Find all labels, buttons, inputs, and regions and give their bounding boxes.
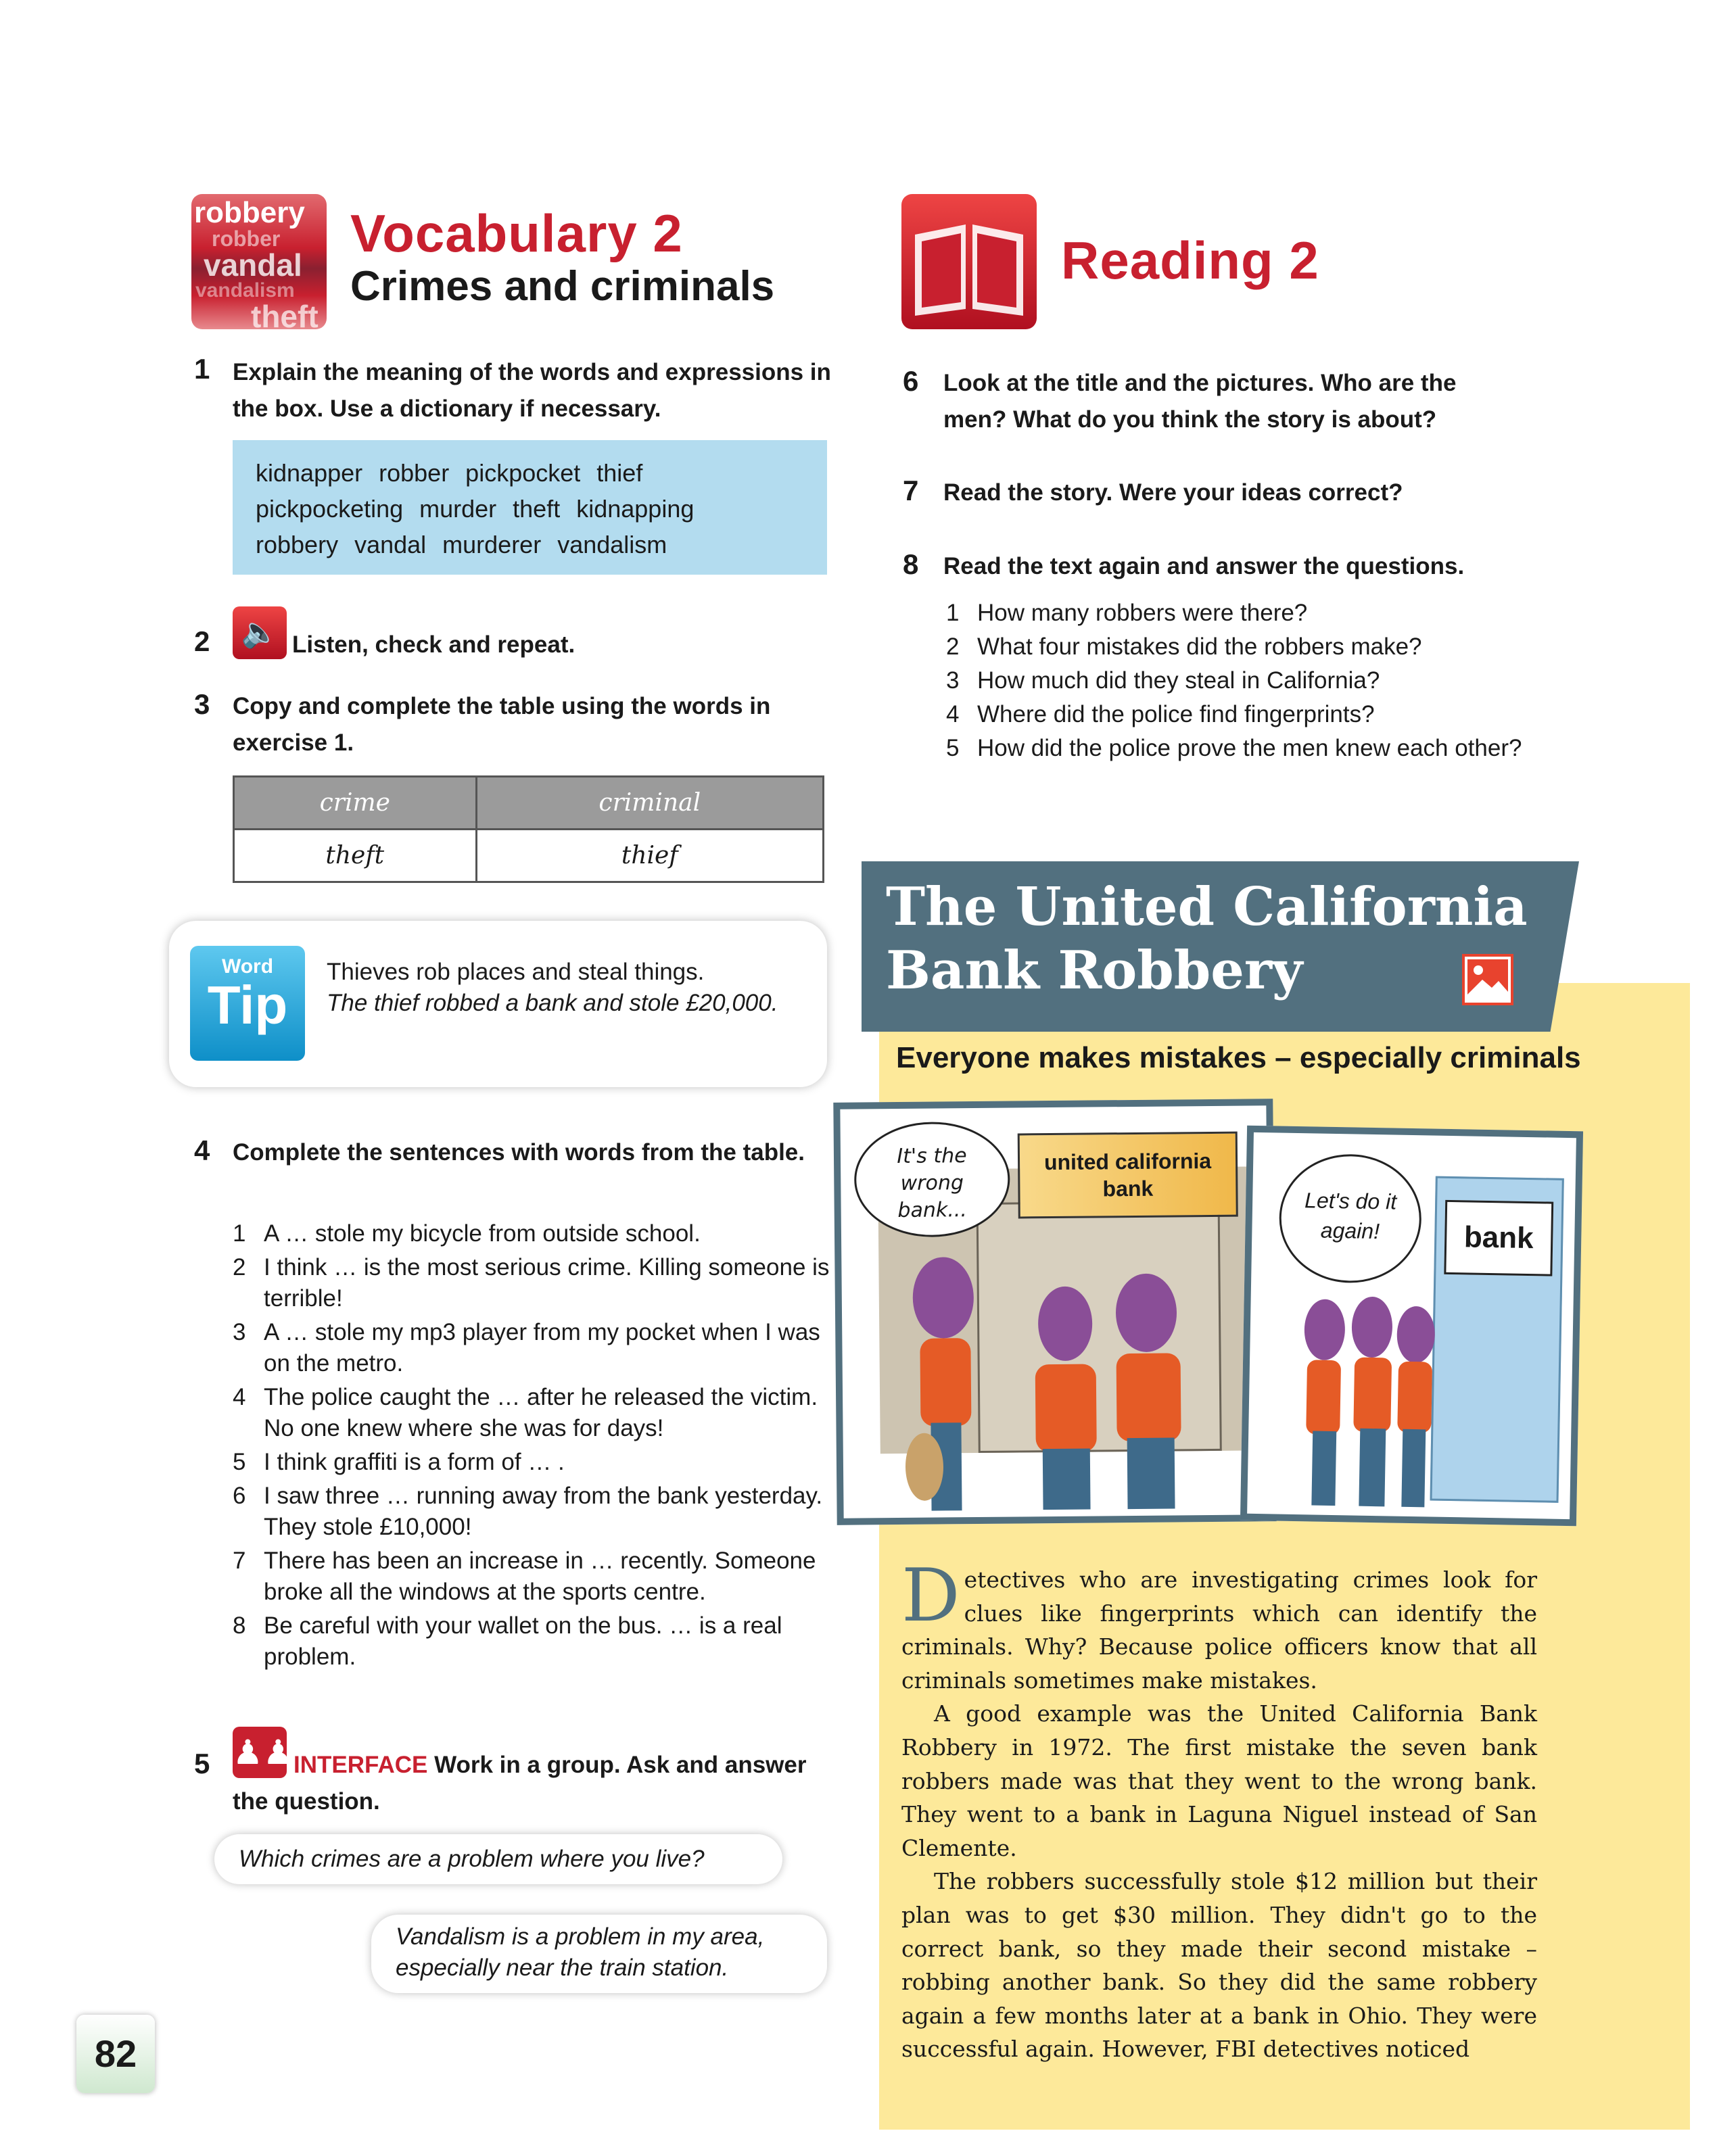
item-text: How much did they steal in California? — [977, 667, 1380, 694]
exercise-instruction: Listen, check and repeat. — [292, 631, 575, 658]
exercise-instruction: Read the text again and answer the questions. — [943, 553, 1465, 579]
list-item — [233, 1382, 834, 1444]
item-text: A … stole my bicycle from outside school. — [264, 1220, 701, 1247]
speech-bubble-question: Which crimes are a problem where you live? — [214, 1834, 782, 1884]
icon-word: vandal — [204, 247, 302, 283]
list-item — [946, 699, 1534, 730]
list-item — [233, 1610, 834, 1673]
exercise-instruction: Explain the meaning of the words and expressions in the box. Use a dictionary if necessary. — [233, 359, 831, 422]
item-number: 8 — [233, 1612, 246, 1639]
list-item — [233, 1447, 834, 1478]
tip-icon-label: Word — [221, 955, 274, 978]
list-item — [946, 665, 1534, 696]
item-text: I think … is the most serious crime. Killing someone is terrible! — [264, 1254, 830, 1312]
item-number: 4 — [946, 701, 960, 727]
vocabulary-icon — [191, 194, 327, 329]
section-title: Reading 2 — [1061, 231, 1319, 290]
icon-word: theft — [251, 299, 319, 329]
item-text: A … stole my mp3 player from my pocket when I was on the metro. — [264, 1319, 820, 1376]
icon-word: robbery — [194, 196, 305, 229]
item-number: 3 — [946, 667, 960, 694]
item-text: There has been an increase in … recently. Someone broke all the windows at the sports centre. — [264, 1548, 816, 1605]
reading-book-icon — [901, 194, 1037, 329]
sentence-list — [233, 1218, 834, 1675]
item-number: 2 — [233, 1254, 246, 1280]
table-header: crime — [234, 777, 477, 830]
exercise-number: 3 — [194, 688, 210, 720]
item-text: I think graffiti is a form of … . — [264, 1449, 565, 1475]
story-paragraph: The robbers successfully stole $12 million but their plan was to get $30 million. They didn't go to the correct bank, so they made their second mistake – robbing another bank. So they did the same robbery again a few months later at a bank in Ohio. They were successful again. However, FBI detectives noticed — [901, 1868, 1537, 2063]
speech-bubble-answer: Vandalism is a problem in my area, especially near the train station. — [371, 1915, 827, 1993]
exercise-number: 2 — [194, 625, 210, 657]
exercise-number: 4 — [194, 1134, 210, 1166]
story-subtitle: Everyone makes mistakes – especially criminals — [896, 1041, 1581, 1074]
item-text: I saw three … running away from the bank yesterday. They stole £10,000! — [264, 1483, 823, 1540]
story-title-line: Bank Robbery — [886, 940, 1303, 1001]
bank-sign: united california bank — [1018, 1132, 1238, 1219]
list-item — [946, 598, 1534, 629]
table-row — [234, 830, 824, 882]
table-cell: theft — [234, 830, 477, 882]
tip-text: Thieves rob places and steal things. — [327, 959, 705, 985]
robbers-illustration — [1288, 1289, 1454, 1514]
item-number: 5 — [233, 1449, 246, 1475]
exercise-instruction: Complete the sentences with words from the table. — [233, 1139, 805, 1166]
comic-panel-wrong-bank — [833, 1099, 1276, 1525]
item-text: The police caught the … after he released the victim. No one knew where she was for days! — [264, 1384, 818, 1441]
list-item — [233, 1481, 834, 1543]
picture-icon — [1462, 954, 1513, 1005]
word-line: pickpocketing murder theft kidnapping — [256, 495, 695, 523]
table-header-row — [234, 777, 824, 830]
thought-bubble: It's the wrong bank... — [854, 1122, 1010, 1238]
item-number: 5 — [946, 735, 960, 761]
question-list — [946, 598, 1534, 767]
word-line: kidnapper robber pickpocket thief — [256, 459, 643, 487]
exercise-text: Work in a group. Ask and answer the question. — [233, 1752, 807, 1815]
word-tip-icon — [190, 946, 305, 1061]
crime-criminal-table — [233, 775, 824, 883]
story-text — [901, 1554, 1537, 2066]
item-number: 1 — [946, 600, 960, 626]
list-item — [946, 733, 1534, 764]
exercise-instruction: Copy and complete the table using the words in exercise 1. — [233, 693, 771, 756]
speaker-audio-icon[interactable]: 🔈 — [233, 606, 287, 659]
list-item — [233, 1317, 834, 1379]
story-title — [886, 876, 1528, 1003]
exercise-instruction — [233, 1747, 834, 1820]
table-header: criminal — [476, 777, 823, 830]
interface-group-icon: ♟♟ — [233, 1727, 287, 1778]
item-text: Be careful with your wallet on the bus. … is a real problem. — [264, 1612, 782, 1670]
tip-icon-label: Tip — [207, 975, 288, 1035]
robbers-illustration — [882, 1248, 1236, 1522]
exercise-number: 1 — [194, 353, 210, 385]
bank-sign: bank — [1444, 1200, 1553, 1276]
story-title-line: The United California — [886, 876, 1528, 938]
page-number: 82 — [76, 2015, 155, 2093]
exercise-instruction: Read the story. Were your ideas correct? — [943, 479, 1403, 506]
item-number: 1 — [233, 1220, 246, 1247]
list-item — [233, 1546, 834, 1608]
story-paragraph: etectives who are investigating crimes look for clues like fingerprints which can identify the criminals. Why? Because police officers know that all criminals sometimes make mistakes. — [901, 1566, 1537, 1694]
list-item — [233, 1252, 834, 1314]
word-box — [233, 440, 827, 575]
item-number: 4 — [233, 1384, 246, 1410]
item-number: 6 — [233, 1483, 246, 1509]
exercise-number: 5 — [194, 1748, 210, 1779]
exercise-instruction: Look at the title and the pictures. Who are the men? What do you think the story is about? — [943, 370, 1457, 433]
list-item — [946, 631, 1534, 663]
word-line: robbery vandal murderer vandalism — [256, 531, 667, 558]
icon-word: vandalism — [195, 279, 295, 302]
section-title: Vocabulary 2 — [350, 203, 683, 263]
item-number: 2 — [946, 633, 960, 660]
speech-bubble: Let's do it again! — [1278, 1153, 1422, 1285]
tip-example: The thief robbed a bank and stole £20,000. — [327, 990, 778, 1016]
item-text: How many robbers were there? — [977, 600, 1308, 626]
item-text: Where did the police find fingerprints? — [977, 701, 1375, 727]
comic-panel-do-it-again — [1240, 1126, 1583, 1527]
story-paragraph: A good example was the United California Bank Robbery in 1972. The first mistake the seven bank robbers made was that they went to the wrong bank. They went to a bank in Laguna Niguel instead of San Clemente. — [901, 1700, 1537, 1861]
exercise-number: 8 — [903, 548, 919, 580]
table-cell: thief — [476, 830, 823, 882]
exercise-number: 6 — [903, 365, 919, 397]
list-item — [233, 1218, 834, 1249]
interface-label: INTERFACE — [293, 1752, 428, 1778]
item-number: 7 — [233, 1548, 246, 1574]
section-subtitle: Crimes and criminals — [350, 263, 775, 310]
item-text: How did the police prove the men knew each other? — [977, 735, 1522, 761]
icon-word: robber — [212, 226, 281, 251]
item-text: What four mistakes did the robbers make? — [977, 633, 1422, 660]
exercise-number: 7 — [903, 475, 919, 506]
drop-cap: D — [901, 1554, 960, 1638]
item-number: 3 — [233, 1319, 246, 1345]
